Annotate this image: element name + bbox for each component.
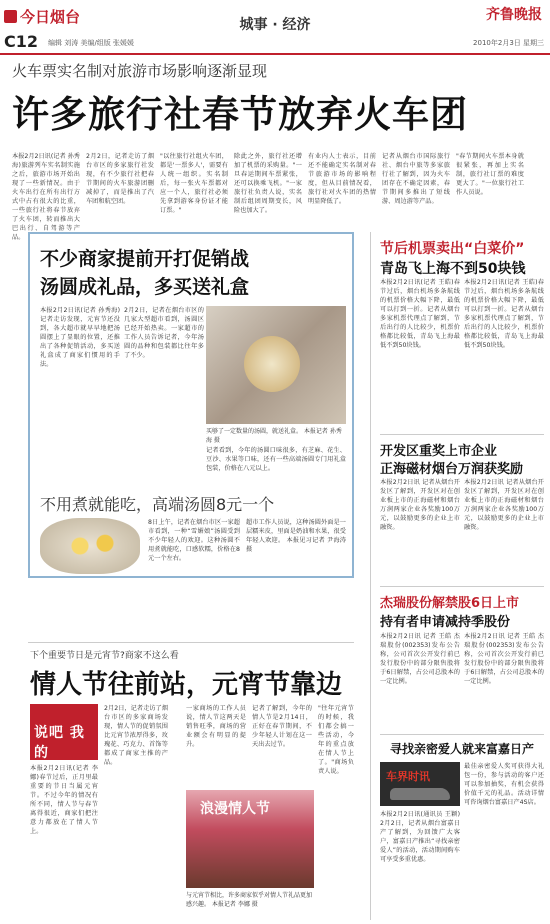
jereh-kicker: 杰瑞股份解禁股6日上市 — [380, 596, 520, 611]
inset-column-3: 记者看到，今年的汤圆口味很多，有芝麻、花生、豆沙、水果等口味，还有一些高端汤圆专门用礼盒包装，价格在八元以上。 — [206, 447, 346, 472]
airfare-kicker: 节后机票卖出“白菜价” — [380, 241, 525, 257]
inset-bottom-column-1: 8日上午，记者在烟台市区一家超市看到，一种“雪媚娘”汤圆受到不少年轻人的欢迎。这种汤圆不用煮就能吃，口感软糯，价格在8元一个左右。 — [148, 519, 240, 562]
lead-column-3: "以往旅行社组火车团，都是'一票多人'，需要有人统一组织。实名制后，每一张火车票都对应一个人，旅行社必须先拿到游客身份证才能订票。" — [160, 153, 228, 214]
photo-sign-text: 浪漫情人节 — [200, 801, 270, 817]
column-divider — [370, 232, 371, 920]
airfare-column-2: 本报2月2日讯(记者 王皓)春节过后，烟台机场多条航线的机票价格大幅下降，最低可以打到一折。记者从烟台多家机票代理点了解到，节后出行的人比较少，机票价格都比较低，青岛飞上海最低不到50块钱。 — [464, 279, 544, 349]
lead-column-6: 记者从烟台市国际旅行社、烟台中旅等多家旅行社了解到，因为火车团存在不确定因素，春节期间多推出了短线游、周边游等产品。 — [382, 153, 450, 205]
page-topic: 城事 · 经济 — [239, 17, 311, 33]
valentine-shop-photo — [186, 790, 314, 888]
inset-headline-line1: 不少商家提前开打促销战 — [40, 248, 250, 270]
dev-zone-headline: 正海磁材烟台万润获奖励 — [380, 462, 524, 477]
date-line: 2010年2月3日 星期三 — [473, 39, 544, 47]
lead-column-2: 2月2日，记者走访了烟台市区的多家旅行社发现，有不少旅行社把春节期间的火车旅游团删减掉了，而是推出了汽车团和航空团。 — [86, 153, 154, 205]
page-number: C12 — [4, 32, 39, 51]
section-title-text: 今日烟台 — [20, 8, 81, 26]
inset-headline-line2: 汤圆成礼品，多买送礼盒 — [40, 276, 250, 298]
valentine-photo-caption: 与元宵节相比，许多商家似乎对情人节礼品更加感兴趣。 本报记者 李娜 摄 — [186, 892, 313, 908]
masthead — [0, 0, 550, 56]
lead-column-5: 有业内人士表示，目前还不能确定实名制对春节旅游市场的影响程度，但从目前情况看，旅行社对火车团的热情明显降低了。 — [308, 153, 376, 205]
airfare-headline: 青岛飞上海不到50块钱 — [380, 261, 526, 277]
nissan-headline: 寻找亲密爱人就来富嘉日产 — [390, 742, 535, 756]
tangyuan-closeup-photo — [40, 518, 140, 574]
lead-column-1: 本报2月2日讯(记者 孙秀海)旅游列车实名制实施之后，旅游市场开始出现了一些新情况。由于火车出行在所有出行方式中占有很大的比重，一些旅行社将春节放弃了火车团，转而推出大巴出行、自驾游等产品。 — [12, 153, 80, 241]
valentine-column-3: 一家商场的工作人员说，情人节这两天是销售旺季，商场的营业额会有明显的提升。 — [186, 705, 246, 748]
masthead-rule — [0, 53, 550, 55]
section-divider — [380, 434, 544, 435]
valentine-column-5: "往年元宵节的时候，我们都会搞一些活动，今年的重点放在情人节上了。"商场负责人说。 — [318, 705, 354, 775]
inset-subheadline: 不用煮就能吃，高端汤圆8元一个 — [40, 495, 275, 514]
tangyuan-bowl-icon — [244, 336, 300, 392]
inset-bottom-column-2: 超市工作人员说，这种汤圆外面是一层糯米皮，里面是奶油和水果，很受年轻人欢迎。 本报见习记者 尹海涛 摄 — [246, 519, 346, 553]
section-divider — [380, 586, 544, 587]
nissan-column-2: 最佳亲密爱人奖可获得大礼包一份，参与活动的客户还可以参加抽奖，有机会获得价值千元的礼品。活动详情可咨询烟台富嘉日产4S店。 — [464, 763, 544, 806]
nissan-column-1: 本报2月2日讯(通讯员 王颖) 2月2日，记者从烟台富嘉日产了解到，为回馈广大客户，富嘉日产推出“寻找亲密爱人”的活动，活动期间购车可享受多重优惠。 — [380, 811, 460, 863]
inset-article-box — [28, 232, 354, 578]
valentine-column-1: 本报2月2日讯(记者 李娜)春节过后，正月里最重要的节日当属元宵节。不过今年的情况有所不同，情人节与春节离得很近，商家们把注意力都放在了情人节上。 — [30, 765, 98, 835]
lead-kicker: 火车票实名制对旅游市场影响逐渐显现 — [12, 62, 268, 80]
lead-column-4: 除此之外，旅行社还增加了机票的采购量。"一旦春运期间车票紧张，还可以换乘飞机。"一家旅行社负责人说，实名制后组团周期变长，风险也加大了。 — [234, 153, 302, 214]
valentine-column-2: 2月2日，记者走访了烟台市区的多家商场发现，情人节的促销氛围比元宵节浓厚得多，玫瑰花、巧克力、首饰等都成了商家主推的产品。 — [104, 705, 168, 766]
valentine-kicker: 下个重要节日是元宵节?商家不这么看 — [30, 651, 179, 661]
dev-zone-column-1: 本报2月2日讯 记者从烟台开发区了解到，开发区对在创业板上市的正海磁材和烟台万润两家企业各奖励100万元，以鼓励更多的企业上市融资。 — [380, 479, 460, 531]
dev-zone-kicker: 开发区重奖上市企业 — [380, 444, 498, 459]
valentine-sign-image — [30, 704, 98, 760]
car-icon — [390, 788, 450, 800]
airfare-column-1: 本报2月2日讯(记者 王皓)春节过后，烟台机场多条航线的机票价格大幅下降，最低可以打到一折。记者从烟台多家机票代理点了解到，节后出行的人比较少，机票价格都比较低，青岛飞上海最低不到50块钱。 — [380, 279, 460, 349]
tangyuan-photo — [206, 306, 346, 424]
section-divider — [28, 642, 354, 643]
car-news-banner — [380, 762, 460, 806]
inset-photo-caption: 买够了一定数量的汤圆，就送礼盒。 本报记者 孙秀海 摄 — [206, 428, 342, 444]
dev-zone-column-2: 本报2月2日讯 记者从烟台开发区了解到，开发区对在创业板上市的正海磁材和烟台万润两家企业各奖励100万元，以鼓励更多的企业上市融资。 — [464, 479, 544, 531]
lead-column-7: "春节期间火车票本身就很紧张，再加上实名制，旅行社订票的难度更大了。"一位旅行社工作人员说。 — [456, 153, 524, 196]
valentine-column-4: 记者了解到，今年的情人节是2月14日，正好在春节期间，不少年轻人计划在这一天出去过节。 — [252, 705, 312, 748]
editors-line: 编辑 刘涛 美编/组版 张媛媛 — [48, 39, 135, 47]
lead-headline: 许多旅行社春节放弃火车团 — [12, 93, 468, 136]
jereh-column-2: 本报2月2日讯 记者 王皓 杰瑞股份(002353)发布公告称，公司首次公开发行前已发行股份中的部分限售股将于6日解禁，占公司总股本的一定比例。 — [464, 633, 544, 685]
car-banner-title: 车界时讯 — [386, 770, 430, 783]
newspaper-brand: 齐鲁晚报 — [486, 7, 542, 23]
valentine-headline: 情人节往前站，元宵节靠边 — [30, 670, 343, 700]
section-divider — [380, 734, 544, 735]
inset-column-2: 2月2日，记者在烟台市区的几家大型超市看到，汤圆区已经开始热卖。一家超市的工作人员告诉记者，今年汤圆的品种和包装都比往年多了不少。 — [124, 307, 204, 359]
sign-image-text: 说吧 我的 — [34, 725, 85, 761]
inset-column-1: 本报2月2日讯(记者 孙秀海)记者走访发现，元宵节还没到，各大超市就早早地把汤圆摆上了显眼的位置，还推出了各种促销活动，多买送礼盒成了商家们惯用的手法。 — [40, 307, 120, 368]
jereh-column-1: 本报2月2日讯 记者 王皓 杰瑞股份(002353)发布公告称，公司首次公开发行前已发行股份中的部分限售股将于6日解禁，占公司总股本的一定比例。 — [380, 633, 460, 685]
jereh-headline: 持有者申请减持季股份 — [380, 615, 511, 630]
